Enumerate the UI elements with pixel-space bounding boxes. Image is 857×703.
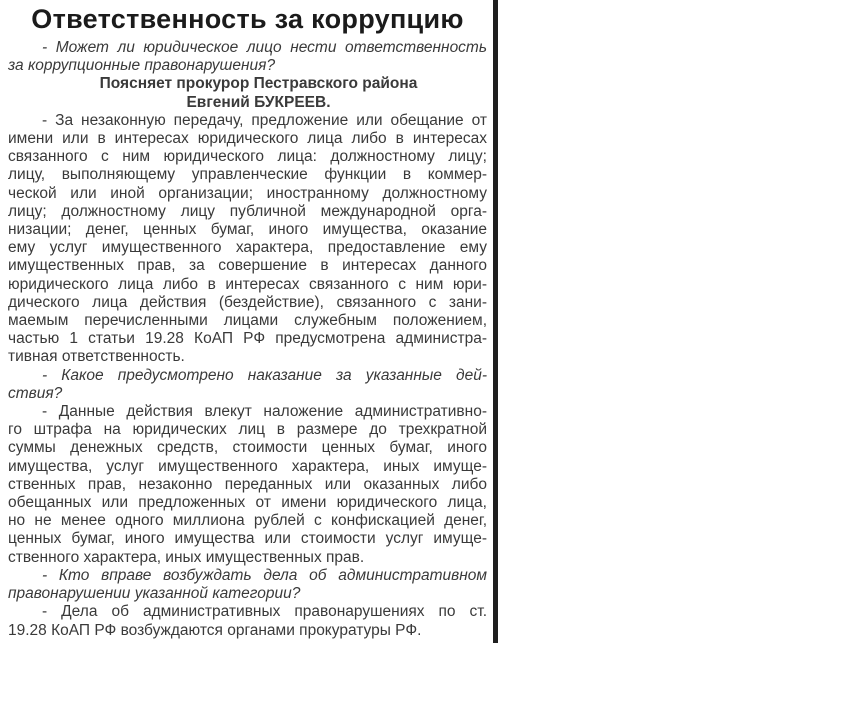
text-line: имущественных прав, за совершение в интересах данного — [8, 257, 487, 275]
text-line: - Дела об административных правонарушениях по ст. — [42, 603, 487, 621]
text-line: Евгений БУКРЕЕВ. — [186, 93, 331, 111]
article-title: Ответственность за коррупцию — [31, 4, 464, 34]
text-line: ствия? — [8, 384, 63, 402]
text-line: Поясняет прокурор Пестравского района — [99, 75, 418, 93]
article-column — [8, 3, 487, 640]
text-line: имени или в интересах юридического лица либо в интересах — [8, 130, 487, 148]
text-line: но не менее одного миллиона рублей с конфискацией денег, — [8, 512, 487, 530]
article-body — [8, 39, 487, 640]
text-line: ему услуг имущественного характера, предоставление ему — [8, 239, 487, 257]
text-line: частью 1 статьи 19.28 КоАП РФ предусмотрена администра- — [8, 330, 487, 348]
answer-block — [8, 603, 487, 639]
text-line: ценных бумаг, иного имущества или стоимости услуг имуще- — [8, 530, 487, 548]
text-line: имущества, услуг имущественного характера, иных имуще- — [8, 457, 487, 475]
text-line: обещанных или предложенных от имени юридического лица, — [8, 494, 487, 512]
text-line: - За незаконную передачу, предложение или обещание от — [42, 111, 487, 129]
text-line: ственного характера, иных имущественных прав. — [8, 548, 365, 566]
text-line: ственных прав, незаконно переданных или оказанных либо — [8, 475, 487, 493]
text-line: ческой или иной организации; иностранному должностному — [8, 184, 487, 202]
text-line: правонарушении указанной категории? — [8, 585, 301, 603]
text-line: связанного с ним юридического лица: должностному лицу; — [8, 148, 487, 166]
text-line: дического лица действия (бездействие), связанного с зани- — [8, 293, 487, 311]
answer-block — [8, 403, 487, 567]
text-line: лицу, выполняющему управленческие функции в коммер- — [8, 166, 487, 184]
text-line: - Кто вправе возбуждать дела об административном — [42, 566, 487, 584]
text-line: маемым перечисленными лицами служебным положением, — [8, 312, 487, 330]
text-line: - Может ли юридическое лицо нести ответственность — [42, 39, 487, 56]
text-line: го штрафа на юридических лиц в размере до трехкратной — [8, 421, 487, 439]
column-divider-rule — [493, 0, 498, 643]
text-line: юридического лица либо в интересах связанного с ним юри- — [8, 275, 487, 293]
byline-block — [8, 75, 487, 111]
text-line: - Какое предусмотрено наказание за указанные дей- — [42, 366, 487, 384]
text-line: низации; денег, ценных бумаг, иного имущества, оказание — [8, 221, 487, 239]
question-block — [8, 39, 487, 75]
question-block — [8, 367, 487, 403]
text-line: лицу; должностному лицу публичной международной орга- — [8, 202, 487, 220]
text-line: - Данные действия влекут наложение административно- — [42, 403, 487, 421]
answer-block — [8, 112, 487, 367]
text-line: суммы денежных средств, стоимости ценных бумаг, иного — [8, 439, 487, 457]
question-block — [8, 567, 487, 603]
text-line: тивная ответственность. — [8, 348, 185, 366]
text-line: 19.28 КоАП РФ возбуждаются органами прокуратуры РФ. — [8, 621, 422, 639]
text-line: за коррупционные правонарушения? — [8, 57, 276, 75]
